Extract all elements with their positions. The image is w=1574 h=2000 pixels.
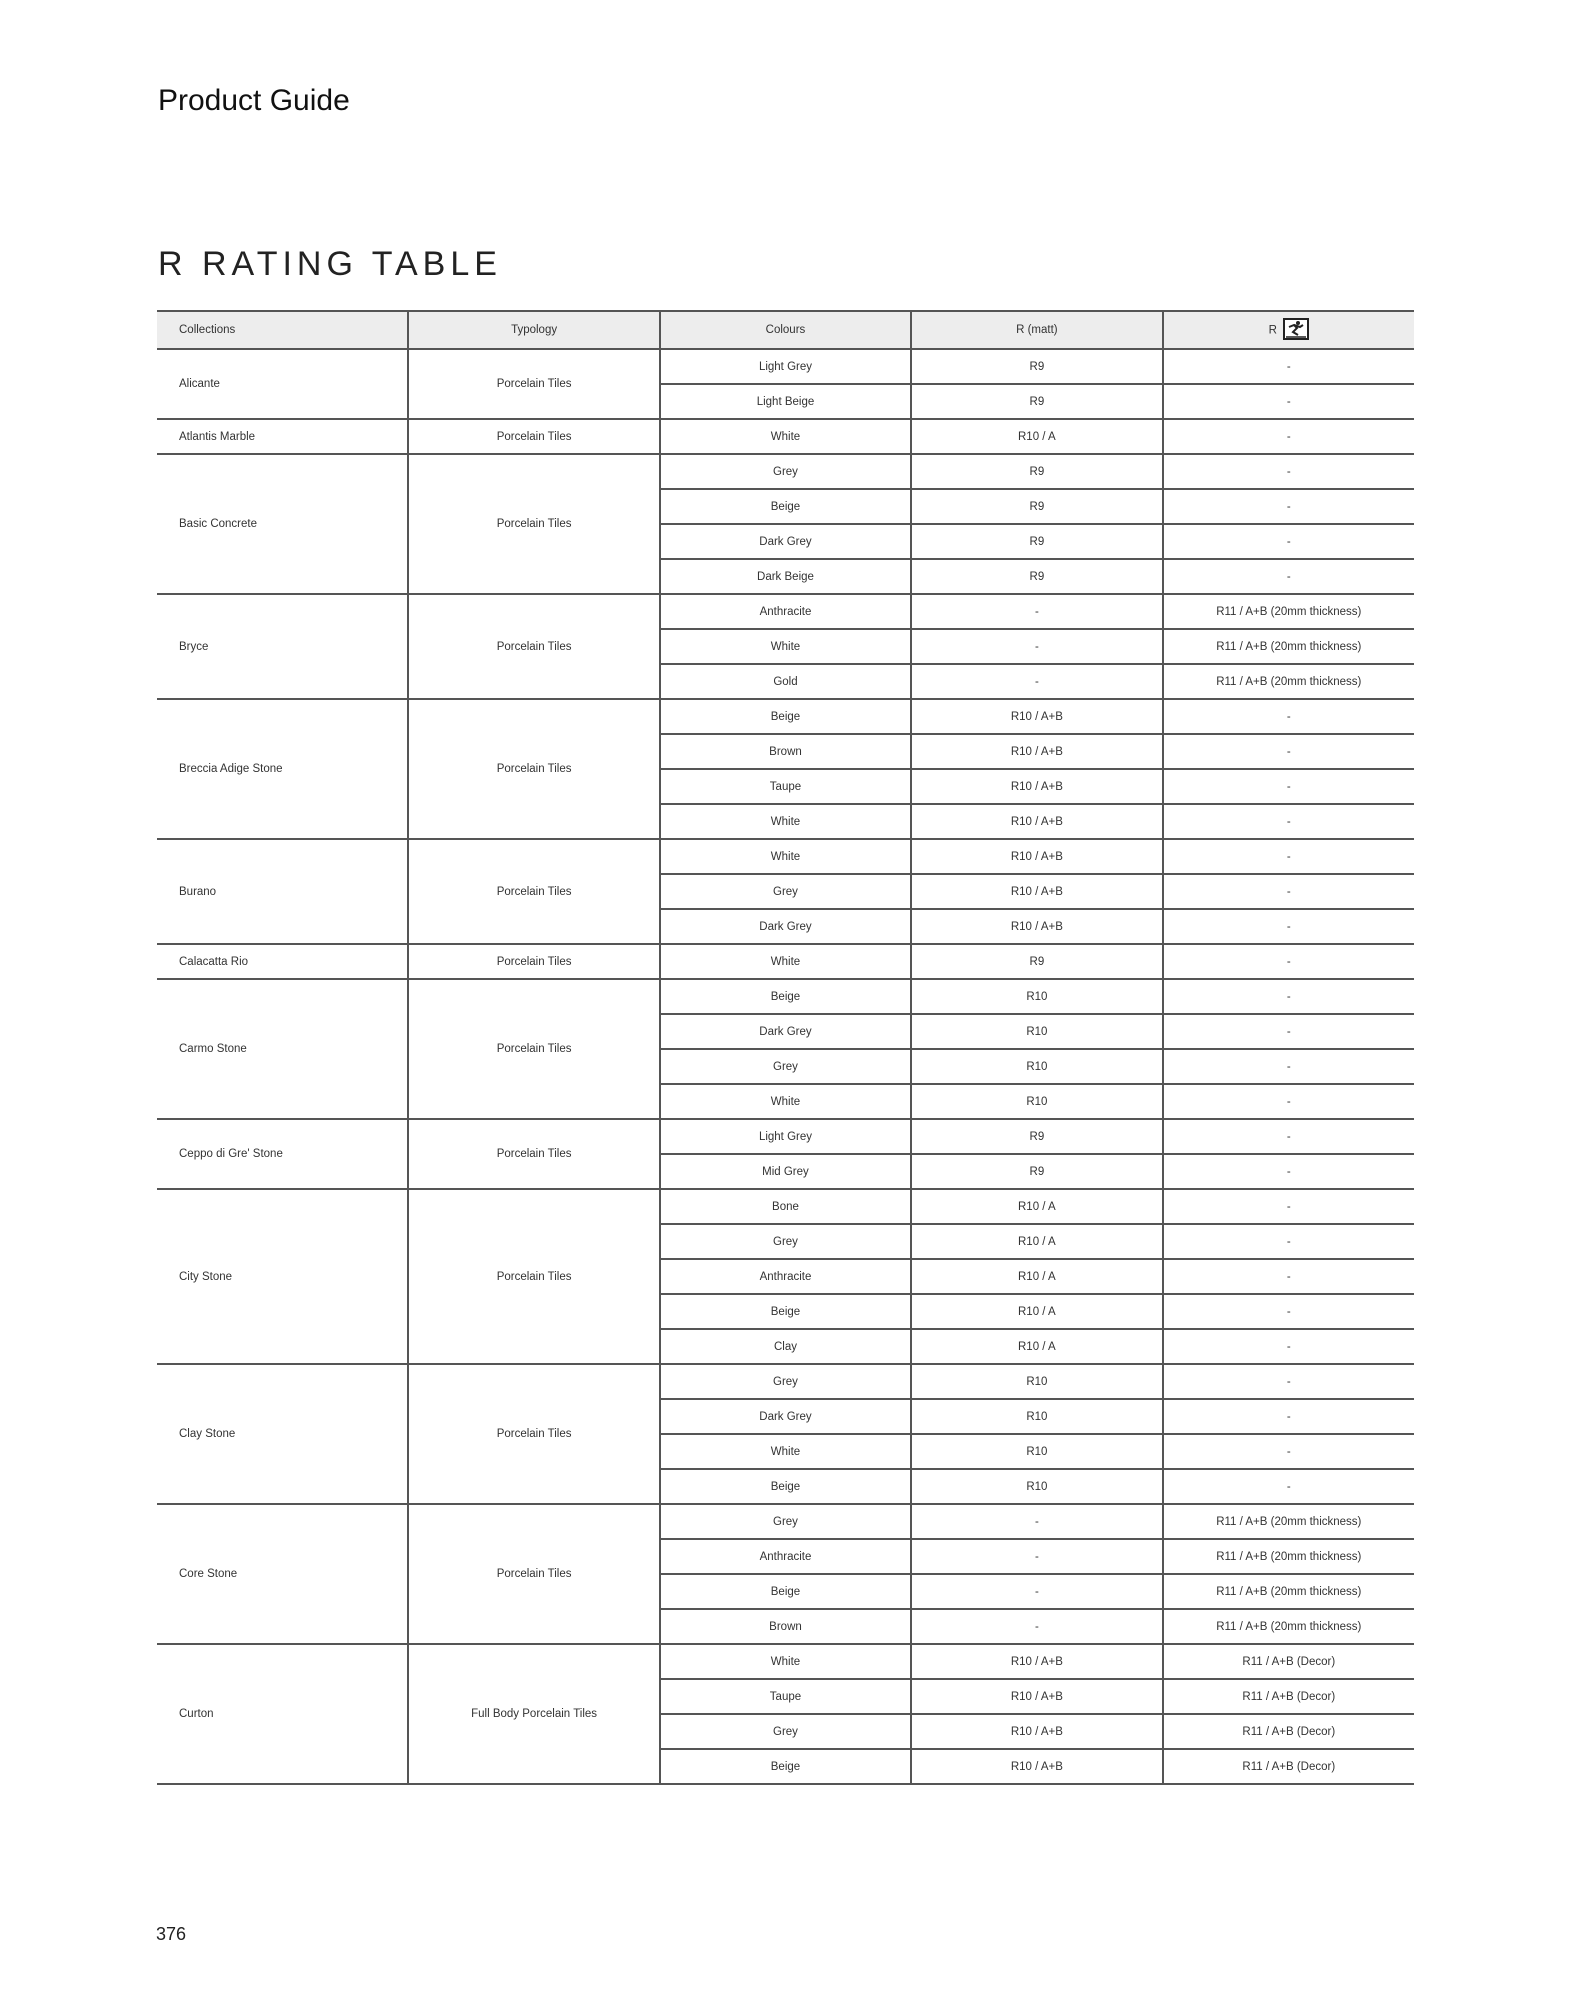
- colour-cell: Light Grey: [660, 1119, 911, 1154]
- colour-cell: White: [660, 1084, 911, 1119]
- r-alt-cell: -: [1163, 1084, 1414, 1119]
- colour-cell: Light Beige: [660, 384, 911, 419]
- collection-name: Breccia Adige Stone: [157, 699, 408, 839]
- collection-name: Ceppo di Gre' Stone: [157, 1119, 408, 1189]
- collection-typology: Porcelain Tiles: [408, 944, 659, 979]
- r-matt-cell: R9: [911, 1119, 1162, 1154]
- colour-cell: Clay: [660, 1329, 911, 1364]
- page-number: 376: [156, 1924, 187, 1944]
- r-alt-cell: -: [1163, 454, 1414, 489]
- r-matt-cell: R10 / A: [911, 1259, 1162, 1294]
- colour-cell: Dark Grey: [660, 909, 911, 944]
- r-matt-cell: R10: [911, 1434, 1162, 1469]
- table-row: [157, 594, 1414, 629]
- r-matt-cell: R10 / A+B: [911, 734, 1162, 769]
- r-alt-cell: -: [1163, 979, 1414, 1014]
- collection-typology: Porcelain Tiles: [408, 699, 659, 839]
- header-r-alt-label: R: [1268, 324, 1277, 337]
- r-alt-cell: R11 / A+B (20mm thickness): [1163, 1574, 1414, 1609]
- r-alt-cell: -: [1163, 944, 1414, 979]
- r-alt-cell: -: [1163, 699, 1414, 734]
- table-row: [157, 839, 1414, 874]
- table-row: [157, 349, 1414, 384]
- r-matt-cell: R10 / A: [911, 1189, 1162, 1224]
- collection-typology: Porcelain Tiles: [408, 1119, 659, 1189]
- r-alt-cell: -: [1163, 909, 1414, 944]
- collection-typology: Porcelain Tiles: [408, 1504, 659, 1644]
- collection-name: Alicante: [157, 349, 408, 419]
- collection-name: Carmo Stone: [157, 979, 408, 1119]
- r-alt-cell: -: [1163, 1189, 1414, 1224]
- colour-cell: Anthracite: [660, 1259, 911, 1294]
- r-alt-cell: R11 / A+B (20mm thickness): [1163, 1609, 1414, 1644]
- table-row: [157, 1644, 1414, 1679]
- collection-name: Basic Concrete: [157, 454, 408, 594]
- collection-name: Clay Stone: [157, 1364, 408, 1504]
- r-alt-cell: -: [1163, 1364, 1414, 1399]
- r-matt-cell: R10 / A+B: [911, 769, 1162, 804]
- collection-typology: Porcelain Tiles: [408, 1364, 659, 1504]
- r-matt-cell: R10 / A+B: [911, 1679, 1162, 1714]
- r-alt-cell: R11 / A+B (Decor): [1163, 1714, 1414, 1749]
- r-alt-cell: -: [1163, 559, 1414, 594]
- r-alt-cell: -: [1163, 734, 1414, 769]
- table-row: [157, 1364, 1414, 1399]
- colour-cell: Grey: [660, 1224, 911, 1259]
- r-alt-cell: -: [1163, 1259, 1414, 1294]
- colour-cell: Beige: [660, 1294, 911, 1329]
- collection-typology: Porcelain Tiles: [408, 419, 659, 454]
- collection-name: Bryce: [157, 594, 408, 699]
- r-matt-cell: R10 / A+B: [911, 1714, 1162, 1749]
- r-matt-cell: -: [911, 1609, 1162, 1644]
- r-alt-cell: -: [1163, 769, 1414, 804]
- r-matt-cell: R10 / A+B: [911, 874, 1162, 909]
- colour-cell: Dark Grey: [660, 1399, 911, 1434]
- colour-cell: Dark Beige: [660, 559, 911, 594]
- header-r-alt: [1163, 311, 1414, 349]
- table-row: [157, 454, 1414, 489]
- r-matt-cell: R9: [911, 559, 1162, 594]
- header-colours: Colours: [660, 311, 911, 349]
- collection-name: City Stone: [157, 1189, 408, 1364]
- r-alt-cell: -: [1163, 489, 1414, 524]
- colour-cell: Beige: [660, 979, 911, 1014]
- r-matt-cell: R9: [911, 489, 1162, 524]
- r-alt-cell: -: [1163, 804, 1414, 839]
- colour-cell: Beige: [660, 1574, 911, 1609]
- r-matt-cell: R10: [911, 979, 1162, 1014]
- r-matt-cell: -: [911, 594, 1162, 629]
- collection-typology: Porcelain Tiles: [408, 349, 659, 419]
- colour-cell: White: [660, 944, 911, 979]
- colour-cell: Beige: [660, 489, 911, 524]
- r-matt-cell: R9: [911, 384, 1162, 419]
- r-matt-cell: -: [911, 1504, 1162, 1539]
- colour-cell: Beige: [660, 699, 911, 734]
- r-alt-cell: R11 / A+B (Decor): [1163, 1749, 1414, 1784]
- header-collections: Collections: [157, 311, 408, 349]
- colour-cell: Grey: [660, 1049, 911, 1084]
- collection-name: Curton: [157, 1644, 408, 1784]
- r-matt-cell: R10 / A+B: [911, 1644, 1162, 1679]
- table-row: [157, 944, 1414, 979]
- r-alt-cell: R11 / A+B (20mm thickness): [1163, 1504, 1414, 1539]
- r-alt-cell: -: [1163, 1224, 1414, 1259]
- collection-typology: Porcelain Tiles: [408, 979, 659, 1119]
- colour-cell: White: [660, 1644, 911, 1679]
- table-row: [157, 1119, 1414, 1154]
- collection-name: Core Stone: [157, 1504, 408, 1644]
- colour-cell: Dark Grey: [660, 524, 911, 559]
- colour-cell: Brown: [660, 1609, 911, 1644]
- r-matt-cell: -: [911, 664, 1162, 699]
- r-matt-cell: R10 / A+B: [911, 1749, 1162, 1784]
- r-matt-cell: R10 / A+B: [911, 839, 1162, 874]
- r-alt-cell: -: [1163, 874, 1414, 909]
- r-alt-cell: -: [1163, 349, 1414, 384]
- colour-cell: White: [660, 804, 911, 839]
- r-alt-cell: -: [1163, 1434, 1414, 1469]
- colour-cell: Anthracite: [660, 1539, 911, 1574]
- barefoot-wet-slip-icon: [1283, 318, 1309, 343]
- r-alt-cell: -: [1163, 1154, 1414, 1189]
- r-matt-cell: R10 / A: [911, 419, 1162, 454]
- r-matt-cell: R9: [911, 454, 1162, 489]
- colour-cell: Grey: [660, 874, 911, 909]
- colour-cell: Light Grey: [660, 349, 911, 384]
- colour-cell: Gold: [660, 664, 911, 699]
- collection-name: Calacatta Rio: [157, 944, 408, 979]
- r-rating-table: [157, 310, 1414, 1785]
- r-alt-cell: R11 / A+B (20mm thickness): [1163, 1539, 1414, 1574]
- r-alt-cell: -: [1163, 1469, 1414, 1504]
- colour-cell: White: [660, 1434, 911, 1469]
- colour-cell: Bone: [660, 1189, 911, 1224]
- colour-cell: Mid Grey: [660, 1154, 911, 1189]
- colour-cell: Taupe: [660, 1679, 911, 1714]
- r-alt-cell: -: [1163, 1014, 1414, 1049]
- r-alt-cell: -: [1163, 419, 1414, 454]
- r-matt-cell: R10: [911, 1399, 1162, 1434]
- r-matt-cell: R10 / A: [911, 1294, 1162, 1329]
- colour-cell: Grey: [660, 1504, 911, 1539]
- colour-cell: Grey: [660, 1714, 911, 1749]
- r-matt-cell: R10 / A: [911, 1224, 1162, 1259]
- table-row: [157, 699, 1414, 734]
- collection-name: Burano: [157, 839, 408, 944]
- page-header: Product Guide: [158, 84, 350, 117]
- table-header-row: [157, 311, 1414, 349]
- r-matt-cell: R9: [911, 944, 1162, 979]
- colour-cell: Grey: [660, 1364, 911, 1399]
- r-matt-cell: R9: [911, 1154, 1162, 1189]
- table-body: [157, 349, 1414, 1784]
- r-alt-cell: R11 / A+B (20mm thickness): [1163, 594, 1414, 629]
- header-r-matt: R (matt): [911, 311, 1162, 349]
- r-matt-cell: R10 / A+B: [911, 909, 1162, 944]
- r-matt-cell: R10 / A+B: [911, 699, 1162, 734]
- r-matt-cell: -: [911, 1539, 1162, 1574]
- r-alt-cell: -: [1163, 524, 1414, 559]
- collection-typology: Full Body Porcelain Tiles: [408, 1644, 659, 1784]
- collection-typology: Porcelain Tiles: [408, 839, 659, 944]
- r-alt-cell: -: [1163, 839, 1414, 874]
- r-matt-cell: R10: [911, 1084, 1162, 1119]
- colour-cell: White: [660, 839, 911, 874]
- colour-cell: Beige: [660, 1469, 911, 1504]
- r-alt-cell: -: [1163, 1329, 1414, 1364]
- r-alt-cell: R11 / A+B (20mm thickness): [1163, 664, 1414, 699]
- r-matt-cell: R10: [911, 1469, 1162, 1504]
- colour-cell: Anthracite: [660, 594, 911, 629]
- colour-cell: White: [660, 629, 911, 664]
- table-row: [157, 979, 1414, 1014]
- r-matt-cell: R9: [911, 524, 1162, 559]
- r-alt-cell: -: [1163, 1119, 1414, 1154]
- r-alt-cell: -: [1163, 384, 1414, 419]
- r-matt-cell: -: [911, 1574, 1162, 1609]
- r-matt-cell: R10: [911, 1364, 1162, 1399]
- table-row: [157, 1189, 1414, 1224]
- collection-typology: Porcelain Tiles: [408, 1189, 659, 1364]
- table-title: R RATING TABLE: [158, 245, 502, 283]
- r-alt-cell: R11 / A+B (Decor): [1163, 1644, 1414, 1679]
- r-matt-cell: R10: [911, 1014, 1162, 1049]
- r-matt-cell: R10: [911, 1049, 1162, 1084]
- collection-typology: Porcelain Tiles: [408, 454, 659, 594]
- r-matt-cell: R10 / A: [911, 1329, 1162, 1364]
- r-matt-cell: -: [911, 629, 1162, 664]
- r-alt-cell: R11 / A+B (20mm thickness): [1163, 629, 1414, 664]
- colour-cell: Dark Grey: [660, 1014, 911, 1049]
- r-alt-cell: -: [1163, 1399, 1414, 1434]
- r-alt-cell: -: [1163, 1049, 1414, 1084]
- r-matt-cell: R9: [911, 349, 1162, 384]
- colour-cell: Beige: [660, 1749, 911, 1784]
- collection-typology: Porcelain Tiles: [408, 594, 659, 699]
- colour-cell: Grey: [660, 454, 911, 489]
- table-row: [157, 1504, 1414, 1539]
- table-row: [157, 419, 1414, 454]
- colour-cell: Brown: [660, 734, 911, 769]
- r-alt-cell: -: [1163, 1294, 1414, 1329]
- r-matt-cell: R10 / A+B: [911, 804, 1162, 839]
- colour-cell: Taupe: [660, 769, 911, 804]
- header-typology: Typology: [408, 311, 659, 349]
- colour-cell: White: [660, 419, 911, 454]
- collection-name: Atlantis Marble: [157, 419, 408, 454]
- r-alt-cell: R11 / A+B (Decor): [1163, 1679, 1414, 1714]
